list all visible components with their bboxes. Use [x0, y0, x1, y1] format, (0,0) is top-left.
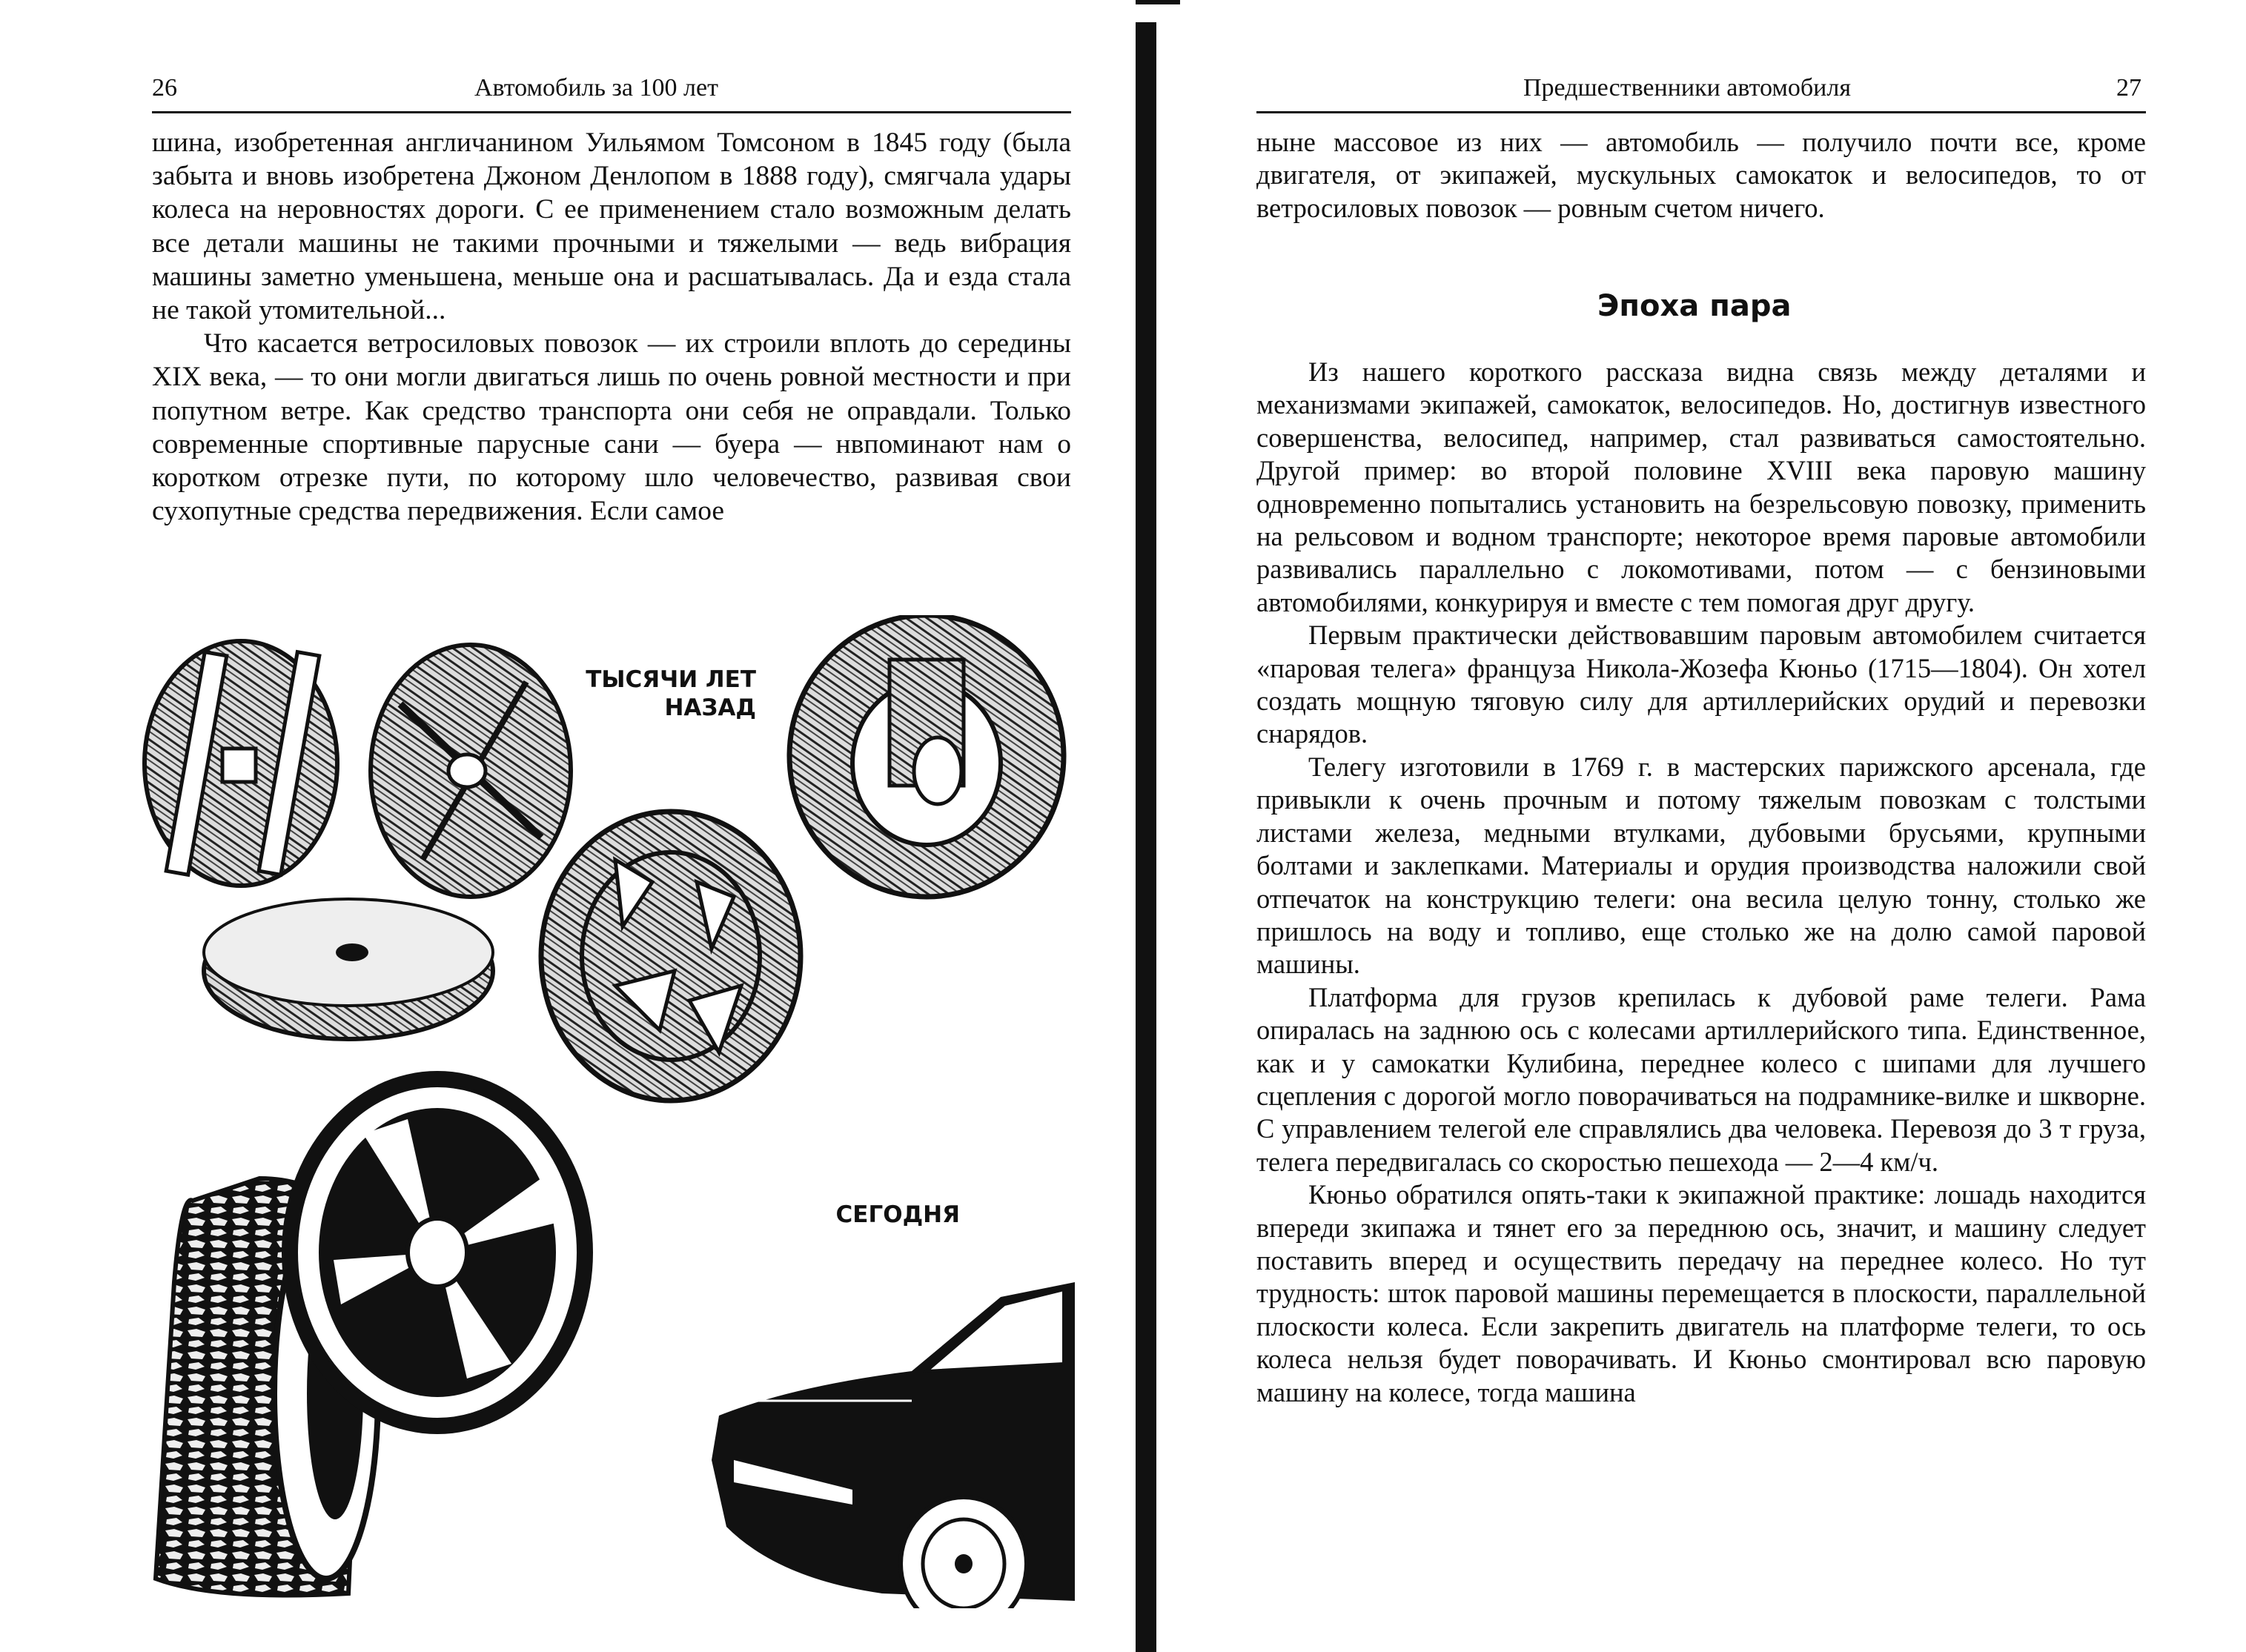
- right-paragraph-3: Телегу изготовили в 1769 г. в мастерских парижского арсенала, где привыкли к очень прочным и потому тяжелым повозкам с толстыми листами железа, медными втулками, дубовыми брусьями, крупными болтами и заклепками. Материалы и орудия производства наложили свой отпечаток на конструкцию телеги: она весила целую тонну, столько же пришлось на воду и топливо, еще столько же на долю самой паровой машины.: [1256, 751, 2146, 980]
- ancient-wheel-4: [541, 812, 801, 1101]
- right-paragraph-5: Кюньо обратился опять-таки к экипажной практике: лошадь находится впереди зкипажа и тянет его за переднюю ось, значит, и машину следует поставить вперед и осуществить передачу на переднее колесо. Но тут трудность: шток паровой машины перемещается в плоскости, параллельной плоскости колеса. Если закрепить двигатель на платформе телеги, то ось колеса нельзя будет поворачивать. И Кюньо смонтировал всю паровую машину на колесе, тогда машина: [1256, 1179, 2146, 1407]
- left-page-number: 26: [152, 74, 177, 102]
- right-paragraph-2: Первым практически действовавшим паровым автомобилем считается «паровая телега» француза Никола-Жозефа Кюньо (1715—1804). Он хотел создать мощную тяговую силу для артиллерийских орудий и перевозки снарядов.: [1256, 620, 2146, 749]
- caption-thousands-years-ago: ТЫСЯЧИ ЛЕТ НАЗАД: [586, 666, 756, 721]
- right-running-title: Предшественники автомобиля: [1523, 74, 1851, 102]
- left-paragraph-1: шина, изобретенная англичанином Уильямом Томсоном в 1845 году (была забыта и вновь изобретена Джоном Денлопом в 1888 году), смягчала удары колеса на неровностях дороги. С ее применением стало возможным делать все детали машины не такими прочными и тяжелыми — ведь вибрация машины заметно уменьшена, меньше она и расшатывалась. Да и езда стала не такой утомительной...: [152, 127, 1071, 326]
- ancient-wheel-2: [371, 645, 571, 897]
- right-intro-paragraph: ныне массовое из них — автомобиль — получило почти все, кроме двигателя, от экипажей, мускульных самокаток и велосипедов, то от ветросиловых повозок — ровным счетом ничего.: [1256, 127, 2146, 223]
- ancient-wheel-5: [789, 615, 1064, 897]
- right-page: [1123, 0, 2246, 1652]
- right-body-text: [1256, 356, 2146, 1409]
- left-header-rule: [152, 111, 1071, 113]
- section-title: Эпоха пара: [1597, 289, 1792, 323]
- alloy-wheel: [282, 1071, 593, 1434]
- caption-today: СЕГОДНЯ: [835, 1201, 960, 1228]
- left-body-text: [152, 126, 1071, 528]
- right-header-rule: [1256, 111, 2146, 113]
- ancient-wheel-1: [145, 641, 337, 886]
- right-paragraph-4: Платформа для грузов крепилась к дубовой раме телеги. Рама опиралась на заднюю ось с колесами артиллерийского типа. Единственное, как и у самокатки Кулибина, переднее колесо с шипами для лучшего сцепления с дорогой могло поворачиваться на подрамнике-вилке и шкворне. С управлением телегой еле справлялись два человека. Перевозя до 3 т груза, телега передвигалась со скоростью пешехода — 2—4 км/ч.: [1256, 981, 2146, 1177]
- right-paragraph-1: Из нашего короткого рассказа видна связь между деталями и механизмами экипажей, самокаток, велосипедов. Но, достигнув известного совершенства, велосипед, например, стал развиваться самостоятельно. Другой пример: во второй половине XVIII века паровую машину одновременно попытались установить на безрельсовую повозку, применить на рельсовом и водном транспорте; некоторое время паровые автомобили развивались параллельно с локомотивами, потом — с бензиновыми автомобилями, конкурируя и вместе с тем помогая друг другу.: [1256, 356, 2146, 617]
- left-running-title: Автомобиль за 100 лет: [474, 74, 718, 102]
- ancient-wheel-3: [204, 899, 493, 1039]
- left-paragraph-2: Что касается ветросиловых повозок — их строили вплоть до середины XIX века, — то они могли двигаться лишь по очень ровной местности и при попутном ветре. Как средство транспорта они себя не оправдали. Только современные спортивные парусные сани — буера — нвпоминают нам о коротком отрезке пути, по которому шло человечество, развивая свои сухопутные средства передвижения. Если самое: [152, 328, 1071, 527]
- right-page-number: 27: [2116, 74, 2141, 102]
- car-front: [712, 1282, 1075, 1608]
- right-intro-text: [1256, 126, 2146, 225]
- wheels-illustration: [141, 615, 1075, 1608]
